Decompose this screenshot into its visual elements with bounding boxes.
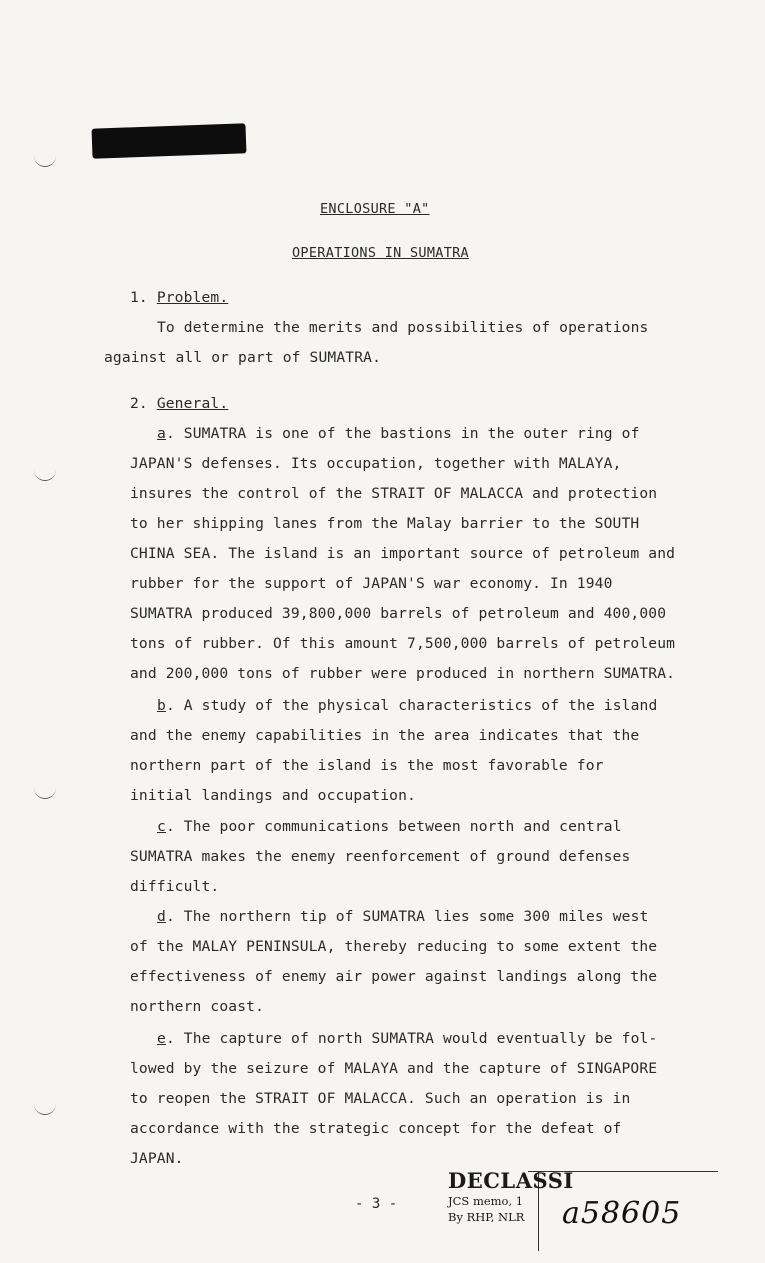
paragraph-c-first-line: [157, 818, 622, 835]
margin-mark: [34, 156, 56, 167]
body-line: initial landings and occupation.: [130, 787, 416, 804]
body-line: to reopen the STRAIT OF MALACCA. Such an operation is in: [130, 1090, 631, 1107]
body-line: to her shipping lanes from the Malay barrier to the SOUTH: [130, 515, 640, 532]
paragraph-letter: c: [157, 818, 166, 835]
body-line: SUMATRA produced 39,800,000 barrels of petroleum and 400,000: [130, 605, 667, 622]
body-text: . The northern tip of SUMATRA lies some 300 miles west: [165, 908, 649, 925]
stamp-line: JCS memo, 1: [448, 1194, 524, 1208]
document-title: OPERATIONS IN SUMATRA: [292, 245, 469, 261]
stamp-line: By RHP, NLR: [448, 1210, 525, 1224]
body-line: difficult.: [130, 878, 220, 895]
body-line: JAPAN'S defenses. Its occupation, together with MALAYA,: [130, 455, 622, 472]
body-line: To determine the merits and possibilities of operations: [157, 319, 649, 336]
margin-mark: [34, 470, 56, 481]
paragraph-d-first-line: [157, 908, 649, 925]
body-text: . The capture of north SUMATRA would eventually be fol-: [165, 1030, 658, 1047]
paragraph-letter: a: [157, 425, 166, 442]
body-line: northern coast.: [130, 998, 265, 1015]
stamp-title: DECLASSI: [448, 1168, 574, 1193]
body-line: effectiveness of enemy air power against landings along the: [130, 968, 658, 985]
section-title: General.: [156, 395, 229, 412]
paragraph-b-first-line: [157, 697, 657, 714]
margin-mark: [34, 1104, 56, 1115]
body-line: of the MALAY PENINSULA, thereby reducing to some extent the: [130, 938, 658, 955]
paragraph-e-first-line: [157, 1030, 657, 1047]
section-title: Problem.: [156, 289, 229, 306]
body-text: . A study of the physical characteristics of the island: [165, 697, 658, 714]
body-line: and the enemy capabilities in the area indicates that the: [130, 727, 640, 744]
declassification-stamp: [448, 1168, 574, 1225]
body-line: rubber for the support of JAPAN'S war economy. In 1940: [130, 575, 613, 592]
body-line: SUMATRA makes the enemy reenforcement of ground defenses: [130, 848, 631, 865]
section-1-heading: [130, 289, 228, 306]
body-line: northern part of the island is the most favorable for: [130, 757, 604, 774]
body-line: tons of rubber. Of this amount 7,500,000 barrels of petroleum: [130, 635, 676, 652]
body-line: lowed by the seizure of MALAYA and the capture of SINGAPORE: [130, 1060, 658, 1077]
body-text: . SUMATRA is one of the bastions in the outer ring of: [165, 425, 640, 442]
paragraph-letter: d: [157, 908, 166, 925]
body-line: and 200,000 tons of rubber were produced in northern SUMATRA.: [130, 665, 676, 682]
body-line: insures the control of the STRAIT OF MALACCA and protection: [130, 485, 658, 502]
enclosure-heading: ENCLOSURE "A": [320, 201, 430, 217]
paragraph-letter: e: [157, 1030, 166, 1047]
body-line: CHINA SEA. The island is an important source of petroleum and: [130, 545, 676, 562]
handwritten-number: a58605: [562, 1196, 682, 1231]
paragraph-letter: b: [157, 697, 166, 714]
section-number: 1.: [130, 289, 148, 306]
body-line: JAPAN.: [130, 1150, 184, 1167]
section-number: 2.: [130, 395, 148, 412]
page-number: - 3 -: [355, 1196, 398, 1212]
margin-mark: [34, 788, 56, 799]
body-line: accordance with the strategic concept for the defeat of: [130, 1120, 622, 1137]
body-line: against all or part of SUMATRA.: [104, 349, 382, 366]
section-2-heading: [130, 395, 228, 412]
body-text: . The poor communications between north and central: [165, 818, 622, 835]
redaction-bar: [92, 123, 247, 158]
paragraph-a-first-line: [157, 425, 640, 442]
